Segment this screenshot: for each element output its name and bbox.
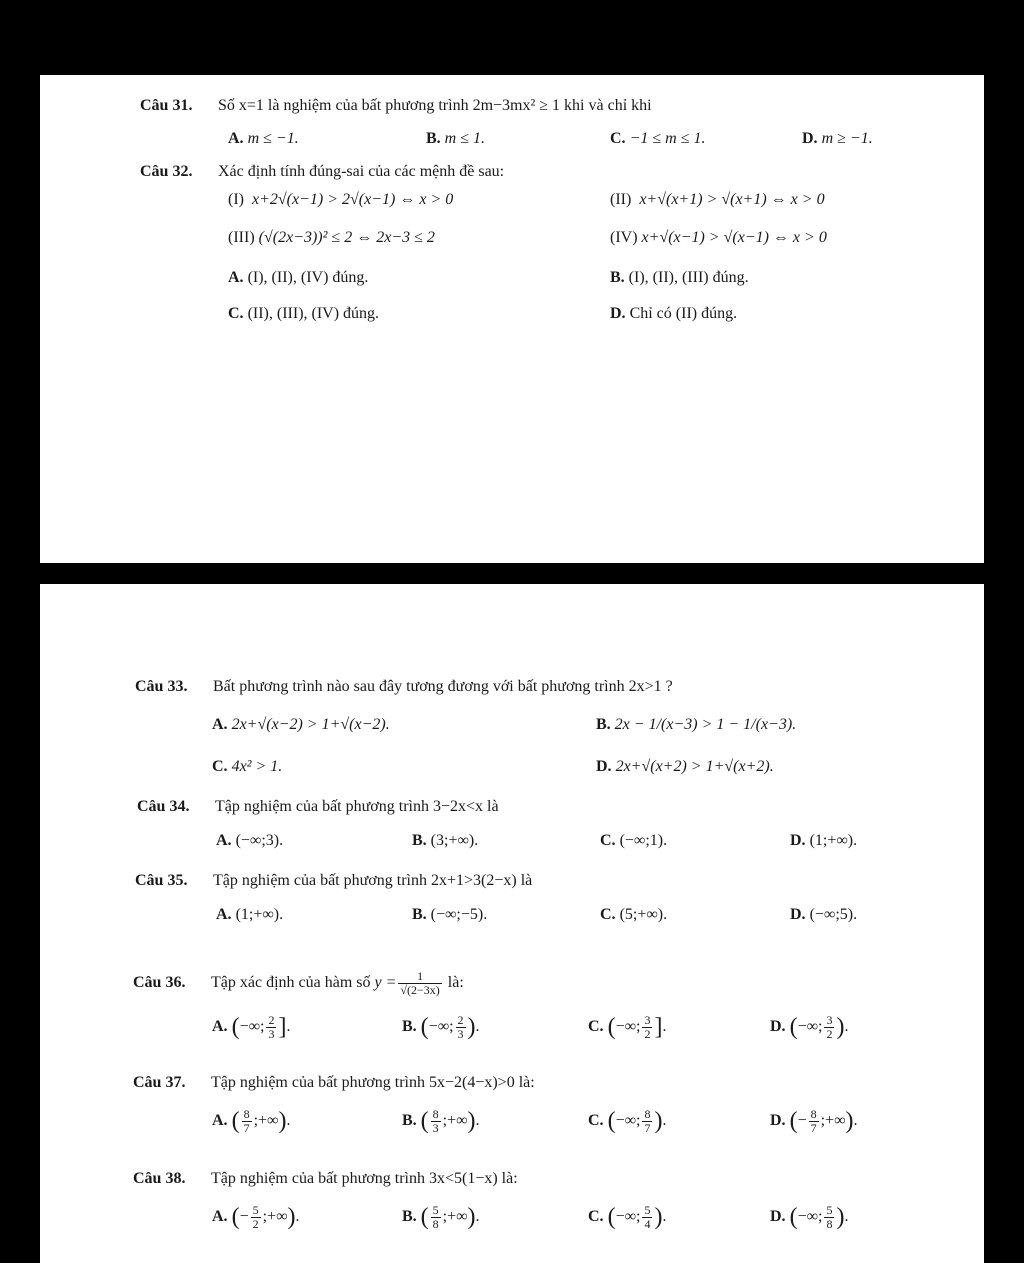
option-text: m ≥ −1. xyxy=(821,130,873,147)
open-paren: ( xyxy=(789,1204,798,1230)
close-bracket: ) xyxy=(467,1014,476,1040)
interval-left: −∞; xyxy=(428,1018,454,1036)
fraction-numerator: 3 xyxy=(826,1013,833,1027)
interval-pre: −∞; xyxy=(615,1208,641,1226)
fraction-denominator: 3 xyxy=(457,1027,464,1041)
option-text: (−∞;1). xyxy=(619,832,668,849)
option-fraction xyxy=(642,1108,652,1135)
q35-option-d[interactable] xyxy=(790,906,857,924)
fraction-denominator: √(2−3x) xyxy=(400,983,440,997)
option-letter: A. xyxy=(212,1208,228,1226)
fraction-denominator: 2 xyxy=(826,1027,833,1041)
q32-option-a[interactable] xyxy=(228,269,368,287)
question-31-stem xyxy=(140,97,652,115)
open-paren: ( xyxy=(420,1204,429,1230)
option-text: Chỉ có (II) đúng. xyxy=(629,305,738,322)
option-letter: B. xyxy=(412,832,427,849)
open-paren: ( xyxy=(231,1108,240,1134)
option-letter: D. xyxy=(770,1208,786,1226)
fraction-numerator: 5 xyxy=(826,1203,833,1217)
open-paren: ( xyxy=(231,1204,240,1230)
question-33-stem xyxy=(135,678,673,696)
question-32-stem xyxy=(140,163,504,181)
end-mark: . xyxy=(662,1018,667,1036)
question-label: Câu 31. xyxy=(140,97,193,114)
fraction-numerator: 2 xyxy=(268,1013,275,1027)
page-top xyxy=(40,75,984,563)
fraction-denominator: 7 xyxy=(810,1121,817,1135)
statement-number: (IV) xyxy=(610,229,638,246)
option-letter: C. xyxy=(600,832,616,849)
question-label: Câu 36. xyxy=(133,974,186,992)
statement-text: (√(2x−3))² ≤ 2 ⇔ 2x−3 ≤ 2 xyxy=(258,229,435,246)
question-label: Câu 32. xyxy=(140,163,193,180)
option-text: (−∞;−5). xyxy=(430,906,488,923)
q34-option-d[interactable] xyxy=(790,832,857,850)
fraction-denominator: 4 xyxy=(644,1217,651,1231)
q35-option-a[interactable] xyxy=(216,906,283,924)
fraction-denominator: 8 xyxy=(432,1217,439,1231)
fraction-numerator: 5 xyxy=(252,1203,259,1217)
end-mark: . xyxy=(475,1018,480,1036)
option-text: (−∞;5). xyxy=(809,906,858,923)
question-text: Tập nghiệm của bất phương trình 3x<5(1−x) là: xyxy=(211,1170,518,1187)
q31-option-a[interactable] xyxy=(228,130,299,148)
question-37-stem xyxy=(133,1074,535,1092)
q32-option-c[interactable] xyxy=(228,305,379,323)
close-paren: ) xyxy=(278,1108,287,1134)
open-bracket: ( xyxy=(420,1014,429,1040)
q38-option-b[interactable]: B. ( $\frac{5}{8}$ ;+∞). xyxy=(402,1203,480,1231)
option-letter: D. xyxy=(790,906,806,923)
question-suffix: là: xyxy=(447,974,464,992)
q35-option-c[interactable] xyxy=(600,906,667,924)
close-paren: ) xyxy=(467,1108,476,1134)
statement-number: (I) xyxy=(228,191,244,208)
question-label: Câu 34. xyxy=(137,798,190,815)
fraction-denominator: 2 xyxy=(252,1217,259,1231)
option-letter: A. xyxy=(216,906,232,923)
statement-number: (II) xyxy=(610,191,632,208)
option-text: (−∞;3). xyxy=(235,832,284,849)
option-letter: D. xyxy=(770,1018,786,1036)
option-text: 2x+√(x−2) > 1+√(x−2). xyxy=(231,716,390,733)
q31-option-d[interactable] xyxy=(802,130,873,148)
q31-option-b[interactable] xyxy=(426,130,485,148)
option-text: (1;+∞). xyxy=(235,906,284,923)
interval-post: ;+∞ xyxy=(262,1208,288,1226)
q38-option-c[interactable]: C. (−∞; $\frac{5}{4}$ ). xyxy=(588,1203,667,1231)
interval-post: ;+∞ xyxy=(253,1112,279,1130)
close-paren: ) xyxy=(467,1204,476,1230)
page-bottom xyxy=(40,584,984,1263)
option-letter: B. xyxy=(596,716,611,733)
option-letter: A. xyxy=(212,716,228,733)
question-35-stem xyxy=(135,872,532,890)
fraction-numerator: 8 xyxy=(432,1107,439,1121)
option-fraction xyxy=(809,1108,819,1135)
q36-option-b[interactable] xyxy=(402,1014,480,1041)
option-letter: C. xyxy=(588,1208,604,1226)
q37-option-a[interactable]: A. ( $\frac{8}{7}$ ;+∞). xyxy=(212,1107,291,1135)
option-fraction xyxy=(642,1204,652,1231)
option-letter: A. xyxy=(212,1018,228,1036)
interval-pre: − xyxy=(797,1112,807,1130)
question-text: Số x=1 là nghiệm của bất phương trình 2m−3mx² ≥ 1 khi và chỉ khi xyxy=(218,97,652,114)
open-paren: ( xyxy=(789,1108,798,1134)
open-paren: ( xyxy=(607,1204,616,1230)
question-38-stem xyxy=(133,1170,518,1188)
open-paren: ( xyxy=(420,1108,429,1134)
fraction-denominator: 2 xyxy=(644,1027,651,1041)
close-bracket: ) xyxy=(836,1014,845,1040)
statement-text: x+2√(x−1) > 2√(x−1) ⇔ x > 0 xyxy=(251,191,454,208)
option-text: (I), (II), (IV) đúng. xyxy=(247,269,369,286)
q36-option-c[interactable] xyxy=(588,1014,666,1041)
close-paren: ) xyxy=(836,1204,845,1230)
option-fraction xyxy=(431,1204,441,1231)
q32-statement-2 xyxy=(610,191,825,209)
q31-option-c[interactable] xyxy=(610,130,705,148)
fraction-numerator: 8 xyxy=(243,1107,250,1121)
fraction-denominator: 3 xyxy=(268,1027,275,1041)
q37-option-b[interactable]: B. ( $\frac{8}{3}$ ;+∞). xyxy=(402,1107,480,1135)
option-letter: C. xyxy=(610,130,626,147)
function-fraction xyxy=(398,970,441,997)
question-text: Tập nghiệm của bất phương trình 5x−2(4−x)>0 là: xyxy=(211,1074,535,1091)
close-bracket: ] xyxy=(278,1014,287,1040)
option-letter: B. xyxy=(402,1208,417,1226)
q38-option-d[interactable]: D. (−∞; $\frac{5}{8}$ ). xyxy=(770,1203,849,1231)
fraction-numerator: 3 xyxy=(644,1013,651,1027)
question-text: Tập xác định của hàm số xyxy=(211,974,371,992)
option-fraction xyxy=(266,1014,276,1041)
interval-post: ;+∞ xyxy=(820,1112,846,1130)
question-text: Tập nghiệm của bất phương trình 2x+1>3(2−x) là xyxy=(213,872,533,889)
question-label: Câu 37. xyxy=(133,1074,186,1091)
fraction-denominator: 8 xyxy=(826,1217,833,1231)
interval-post: ;+∞ xyxy=(442,1208,468,1226)
close-paren: ) xyxy=(845,1108,854,1134)
option-text: 2x − 1/(x−3) > 1 − 1/(x−3). xyxy=(614,716,797,733)
option-text: 4x² > 1. xyxy=(231,758,283,775)
end-mark: . xyxy=(286,1018,291,1036)
option-letter: D. xyxy=(610,305,626,322)
interval-left: −∞; xyxy=(615,1018,641,1036)
end-mark: . xyxy=(844,1018,849,1036)
fraction-numerator: 8 xyxy=(810,1107,817,1121)
option-letter: A. xyxy=(228,130,244,147)
fraction-numerator: 2 xyxy=(457,1013,464,1027)
option-letter: B. xyxy=(402,1112,417,1130)
option-letter: D. xyxy=(596,758,612,775)
option-letter: A. xyxy=(212,1112,228,1130)
q38-option-a[interactable]: A. (− $\frac{5}{2}$ ;+∞). xyxy=(212,1203,300,1231)
option-fraction xyxy=(242,1108,252,1135)
q33-option-d[interactable] xyxy=(596,758,774,776)
question-label: Câu 33. xyxy=(135,678,188,695)
open-bracket: ( xyxy=(607,1014,616,1040)
q32-option-b[interactable] xyxy=(610,269,749,287)
option-letter: D. xyxy=(790,832,806,849)
option-text: (3;+∞). xyxy=(430,832,479,849)
open-bracket: ( xyxy=(789,1014,798,1040)
option-text: (1;+∞). xyxy=(809,832,858,849)
option-fraction xyxy=(251,1204,261,1231)
option-text: 2x+√(x+2) > 1+√(x+2). xyxy=(615,758,774,775)
option-letter: C. xyxy=(588,1112,604,1130)
q33-option-c[interactable] xyxy=(212,758,282,776)
option-letter: B. xyxy=(426,130,441,147)
option-text: m ≤ 1. xyxy=(444,130,486,147)
question-36-stem xyxy=(133,970,464,997)
fraction-denominator: 7 xyxy=(644,1121,651,1135)
option-text: (I), (II), (III) đúng. xyxy=(628,269,749,286)
statement-number: (III) xyxy=(228,229,255,246)
question-label: Câu 38. xyxy=(133,1170,186,1187)
option-fraction xyxy=(824,1014,834,1041)
interval-pre: − xyxy=(239,1208,249,1226)
close-paren: ) xyxy=(287,1204,296,1230)
fraction-numerator: 5 xyxy=(432,1203,439,1217)
close-bracket: ] xyxy=(654,1014,663,1040)
interval-left: −∞; xyxy=(797,1018,823,1036)
q33-option-b[interactable] xyxy=(596,716,796,734)
question-label: Câu 35. xyxy=(135,872,188,889)
option-text: m ≤ −1. xyxy=(247,130,299,147)
q34-option-c[interactable] xyxy=(600,832,667,850)
q36-option-d[interactable] xyxy=(770,1014,848,1041)
fraction-denominator: 7 xyxy=(243,1121,250,1135)
q34-option-a[interactable] xyxy=(216,832,283,850)
option-fraction xyxy=(456,1014,466,1041)
open-paren: ( xyxy=(607,1108,616,1134)
q33-option-a[interactable] xyxy=(212,716,390,734)
q32-statement-4 xyxy=(610,229,827,247)
interval-post: ;+∞ xyxy=(442,1112,468,1130)
option-letter: B. xyxy=(412,906,427,923)
fraction-numerator: 8 xyxy=(644,1107,651,1121)
option-fraction xyxy=(824,1204,834,1231)
q32-statement-1 xyxy=(228,191,453,209)
option-text: (II), (III), (IV) đúng. xyxy=(247,305,380,322)
function-name: y = xyxy=(374,974,397,992)
option-letter: A. xyxy=(216,832,232,849)
option-letter: C. xyxy=(228,305,244,322)
question-34-stem xyxy=(137,798,499,816)
q34-option-b[interactable] xyxy=(412,832,478,850)
option-fraction xyxy=(431,1108,441,1135)
option-letter: B. xyxy=(610,269,625,286)
fraction-numerator: 5 xyxy=(644,1203,651,1217)
close-paren: ) xyxy=(654,1204,663,1230)
option-letter: C. xyxy=(588,1018,604,1036)
option-text: −1 ≤ m ≤ 1. xyxy=(629,130,706,147)
statement-text: x+√(x+1) > √(x+1) ⇔ x > 0 xyxy=(639,191,825,208)
q35-option-b[interactable] xyxy=(412,906,487,924)
option-letter: C. xyxy=(212,758,228,775)
close-paren: ) xyxy=(654,1108,663,1134)
option-letter: D. xyxy=(770,1112,786,1130)
question-text: Xác định tính đúng-sai của các mệnh đề sau: xyxy=(218,163,505,180)
interval-left: −∞; xyxy=(239,1018,265,1036)
q37-option-d[interactable]: D. (− $\frac{8}{7}$ ;+∞). xyxy=(770,1107,858,1135)
fraction-denominator: 3 xyxy=(432,1121,439,1135)
option-letter: B. xyxy=(402,1018,417,1036)
q37-option-c[interactable]: C. (−∞; $\frac{8}{7}$ ). xyxy=(588,1107,667,1135)
option-letter: A. xyxy=(228,269,244,286)
fraction-numerator: 1 xyxy=(398,970,441,984)
option-text: (5;+∞). xyxy=(619,906,668,923)
option-fraction xyxy=(642,1014,652,1041)
q32-option-d[interactable] xyxy=(610,305,737,323)
question-text: Bất phương trình nào sau đây tương đương với bất phương trình 2x>1 ? xyxy=(213,678,673,695)
statement-text: x+√(x−1) > √(x−1) ⇔ x > 0 xyxy=(641,229,827,246)
question-text: Tập nghiệm của bất phương trình 3−2x<x là xyxy=(215,798,499,815)
q32-statement-3 xyxy=(228,229,435,247)
interval-pre: −∞; xyxy=(797,1208,823,1226)
option-letter: D. xyxy=(802,130,818,147)
option-letter: C. xyxy=(600,906,616,923)
open-bracket: ( xyxy=(231,1014,240,1040)
interval-pre: −∞; xyxy=(615,1112,641,1130)
q36-option-a[interactable] xyxy=(212,1014,290,1041)
